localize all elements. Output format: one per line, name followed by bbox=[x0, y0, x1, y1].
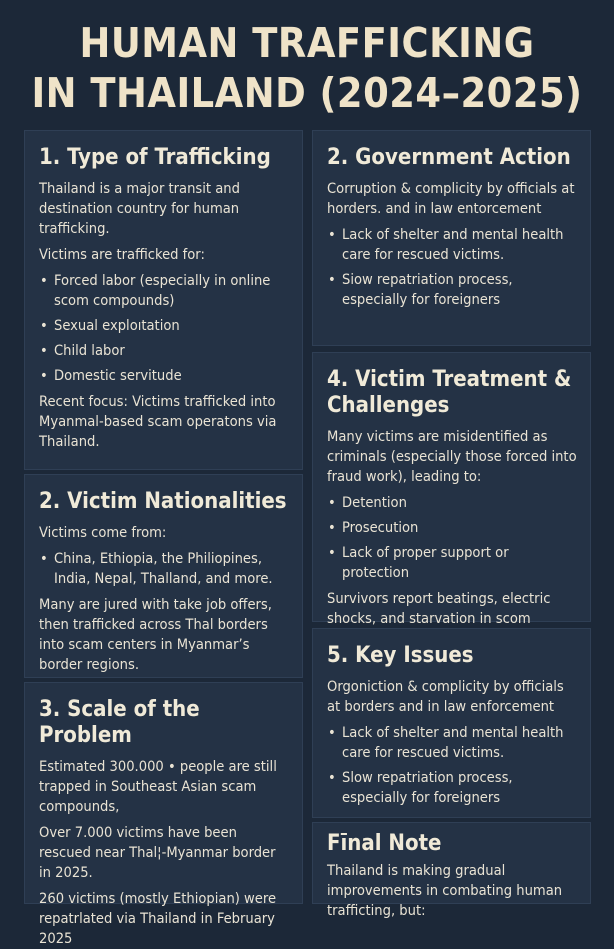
body-text: Corruption & complicity by officials at horders. and in law entorcement bbox=[327, 180, 575, 217]
recent-focus-text: Recent focus: Victims trafficked into Myanmal-based scam operatons via Thailand. bbox=[39, 393, 277, 450]
title-line-1: HUMAN TRAFFICKING bbox=[79, 19, 535, 67]
page-title bbox=[0, 18, 614, 118]
section-heading: 4. Victim Treatment & Challenges bbox=[327, 367, 572, 418]
outcomes-list bbox=[327, 493, 578, 583]
list-item: • Forced labor (especially in online scom compounds) bbox=[39, 271, 290, 311]
list-item: • Detention bbox=[327, 493, 578, 513]
list-item: • Slow repatriation process, especially for foreigners bbox=[327, 768, 578, 808]
trafficking-types-list bbox=[39, 271, 290, 386]
list-item: • Prosecution bbox=[327, 518, 578, 538]
list-item: • Child labor bbox=[39, 341, 290, 361]
list-item: • Lack of shelter and mental health care for rescued victims. bbox=[327, 723, 578, 763]
lead-text: Victims are trafficked for: bbox=[39, 246, 205, 263]
intro-text: Many victims are misidentified as criminals (especially those forced into fraud work), leading to: bbox=[327, 428, 577, 485]
panel-victim-nationalities bbox=[24, 474, 303, 678]
list-item: • China, Ethiopia, the Philiopines, India, Nepal, Thalland, and more. bbox=[39, 549, 290, 589]
list-item: • Domestic servitude bbox=[39, 366, 290, 386]
list-item: • Sexual exploıtation bbox=[39, 316, 290, 336]
panel-type-of-trafficking bbox=[24, 130, 303, 470]
body-text: Orgoniction & complicity by officials at borders and in law enforcement bbox=[327, 678, 564, 715]
panel-government-action bbox=[312, 130, 591, 346]
rescued-text: Over 7.000 victims have been rescued near Thal¦-Myanmar border in 2025. bbox=[39, 824, 276, 881]
body-text: Many are jured with take job offers, then trafficked across Thal borders into scam centers in Myanmar’s border regions. bbox=[39, 596, 272, 673]
key-issues-list bbox=[327, 723, 578, 808]
list-item: • Lack of shelter and mental health care for rescued victims. bbox=[327, 225, 578, 265]
section-heading: 5. Key Issues bbox=[327, 643, 474, 668]
section-heading: 2. Victim Nationalities bbox=[39, 489, 287, 514]
intro-text: Thailand is a major transit and destination country for human trafficking. bbox=[39, 180, 240, 237]
title-line-2: IN THAILAND (2024–2025) bbox=[31, 69, 583, 117]
panel-victim-treatment bbox=[312, 352, 591, 627]
repatriated-text: 260 victims (mostly Ethiopian) were repatrlated via Thailand in February 2025 bbox=[39, 890, 277, 947]
section-heading: 1. Type of Trafficking bbox=[39, 145, 271, 170]
body-text: Thailand is making gradual improvements in combating human trafficting, but: bbox=[327, 862, 563, 919]
lead-text: Victims come from: bbox=[39, 524, 167, 541]
list-item: • Lack of proper support or protection bbox=[327, 543, 578, 583]
estimate-text: Estimated 300.000 • people are still trapped in Southeast Asian scam compounds, bbox=[39, 758, 277, 815]
section-heading: 3. Scale of the Problem bbox=[39, 697, 200, 748]
panel-scale-of-problem bbox=[24, 682, 303, 947]
section-heading: Fīnal Note bbox=[327, 831, 442, 856]
survivor-reports-text: Survivors report beatings, electric shocks, and starvation in scom bbox=[327, 590, 551, 627]
panel-final-note bbox=[312, 822, 591, 919]
panel-key-issues bbox=[312, 628, 591, 818]
list-item: • Siow repatriation process, especially for foreigners bbox=[327, 270, 578, 310]
nationalities-list bbox=[39, 549, 290, 589]
government-issues-list bbox=[327, 225, 578, 310]
section-heading: 2. Government Action bbox=[327, 145, 571, 170]
